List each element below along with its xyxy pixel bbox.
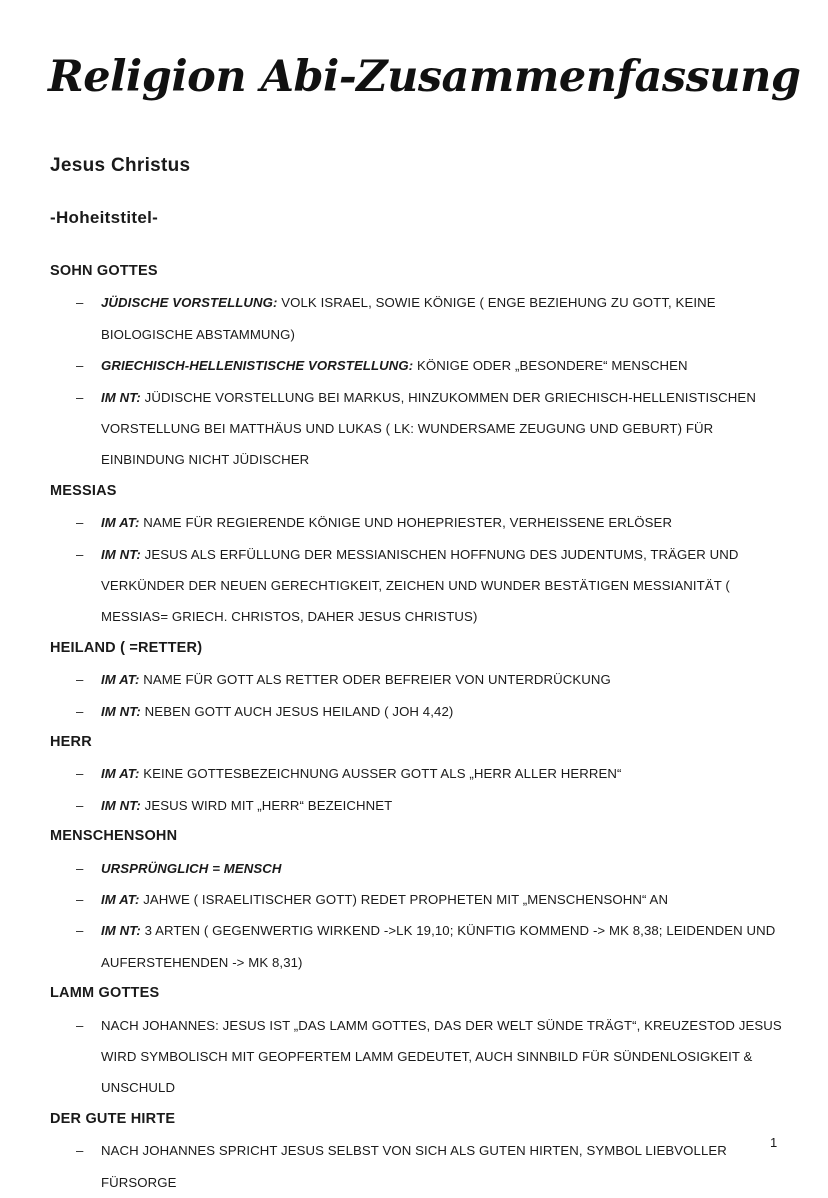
bullet-dash: – xyxy=(76,1017,84,1033)
item-label: IM NT: xyxy=(101,546,141,562)
item-text: KEINE GOTTESBEZEICHNUNG AUSSER GOTT ALS „HERR ALLER HERREN“ xyxy=(139,766,622,782)
list-item xyxy=(50,884,790,915)
list-item xyxy=(50,758,790,789)
document-title: Religion Abi-Zusammenfassung xyxy=(48,52,801,102)
item-label: GRIECHISCH-HELLENISTISCHE VORSTELLUNG: xyxy=(101,358,414,374)
bullet-dash: – xyxy=(76,797,84,813)
bullet-dash: – xyxy=(76,515,84,531)
item-text: JÜDISCHE VORSTELLUNG BEI MARKUS, HINZUKOMMEN DER GRIECHISCH-HELLENISTISCHEN VORSTELLUNG BEI MATTHÄUS UND LUKAS ( LK: WUNDERSAME ZEUGUNG UND GEBURT) FÜR EINBINDUNG NICHT JÜDISCHER xyxy=(101,389,756,468)
group-heading: HEILAND ( =RETTER) xyxy=(50,639,203,656)
list-item xyxy=(50,853,790,884)
item-label: IM AT: xyxy=(101,766,140,782)
bullet-dash: – xyxy=(76,860,84,876)
item-text: NACH JOHANNES SPRICHT JESUS SELBST VON SICH ALS GUTEN HIRTEN, SYMBOL LIEBVOLLER FÜRSORGE xyxy=(101,1143,727,1190)
list-item xyxy=(50,382,790,476)
list-item xyxy=(50,350,790,381)
page-number: 1 xyxy=(770,1135,778,1150)
item-text: NAME FÜR GOTT ALS RETTER ODER BEFREIER VON UNTERDRÜCKUNG xyxy=(139,672,611,688)
list-item xyxy=(50,1135,790,1198)
list-item xyxy=(50,539,790,633)
item-label: IM AT: xyxy=(101,892,140,908)
list-item xyxy=(50,696,790,727)
item-label: IM NT: xyxy=(101,389,141,405)
group-heading: LAMM GOTTES xyxy=(50,985,160,1002)
bullet-dash: – xyxy=(76,672,84,688)
section-heading: Jesus Christus xyxy=(50,155,191,176)
item-label: JÜDISCHE VORSTELLUNG: xyxy=(101,295,278,311)
item-label: IM AT: xyxy=(101,672,140,688)
bullet-dash: – xyxy=(76,766,84,782)
item-text: VOLK ISRAEL, SOWIE KÖNIGE ( ENGE BEZIEHUNG ZU GOTT, KEINE BIOLOGISCHE ABSTAMMUNG) xyxy=(101,295,716,342)
item-text: NAME FÜR REGIERENDE KÖNIGE UND HOHEPRIESTER, VERHEISSENE ERLÖSER xyxy=(139,515,673,531)
item-label: IM NT: xyxy=(101,923,141,939)
list-item xyxy=(50,1010,790,1104)
item-label: IM NT: xyxy=(101,797,141,813)
content-body xyxy=(50,256,790,1198)
group-heading: DER GUTE HIRTE xyxy=(50,1110,176,1127)
item-text: NEBEN GOTT AUCH JESUS HEILAND ( JOH 4,42) xyxy=(140,703,454,719)
item-text: JESUS WIRD MIT „HERR“ BEZEICHNET xyxy=(140,797,393,813)
bullet-dash: – xyxy=(76,358,84,374)
bullet-dash: – xyxy=(76,389,84,405)
item-text: KÖNIGE ODER „BESONDERE“ MENSCHEN xyxy=(413,358,688,374)
list-item xyxy=(50,664,790,695)
item-label: URSPRÜNGLICH = MENSCH xyxy=(101,860,282,876)
subsection-heading: -Hoheitstitel- xyxy=(50,208,159,227)
item-text: JAHWE ( ISRAELITISCHER GOTT) REDET PROPHETEN MIT „MENSCHENSOHN“ AN xyxy=(139,892,669,908)
bullet-dash: – xyxy=(76,1143,84,1159)
list-item xyxy=(50,790,790,821)
item-label: IM AT: xyxy=(101,515,140,531)
bullet-dash: – xyxy=(76,295,84,311)
item-label: IM NT: xyxy=(101,703,141,719)
item-text: JESUS ALS ERFÜLLUNG DER MESSIANISCHEN HOFFNUNG DES JUDENTUMS, TRÄGER UND VERKÜNDER DER NEUEN GERECHTIGKEIT, ZEICHEN UND WUNDER BESTÄTIGEN MESSIANITÄT ( MESSIAS= GRIECH. CHRISTOS, DAHER JESUS CHRISTUS) xyxy=(101,546,739,625)
list-item xyxy=(50,915,790,978)
group-heading: MENSCHENSOHN xyxy=(50,828,178,845)
group-heading: MESSIAS xyxy=(50,482,117,499)
bullet-dash: – xyxy=(76,923,84,939)
list-item xyxy=(50,507,790,538)
bullet-dash: – xyxy=(76,892,84,908)
group-heading: HERR xyxy=(50,734,92,751)
item-text: 3 ARTEN ( GEGENWERTIG WIRKEND ->LK 19,10; KÜNFTIG KOMMEND -> MK 8,38; LEIDENDEN UND AUFERSTEHENDEN -> MK 8,31) xyxy=(101,923,776,970)
list-item xyxy=(50,287,790,350)
bullet-dash: – xyxy=(76,546,84,562)
item-text: NACH JOHANNES: JESUS IST „DAS LAMM GOTTES, DAS DER WELT SÜNDE TRÄGT“, KREUZESTOD JESUS WIRD SYMBOLISCH MIT GEOPFERTEM LAMM GEDEUTET, AUCH SINNBILD FÜR SÜNDENLOSIGKEIT & UNSCHULD xyxy=(101,1017,782,1096)
bullet-dash: – xyxy=(76,703,84,719)
group-heading: SOHN GOTTES xyxy=(50,263,158,279)
